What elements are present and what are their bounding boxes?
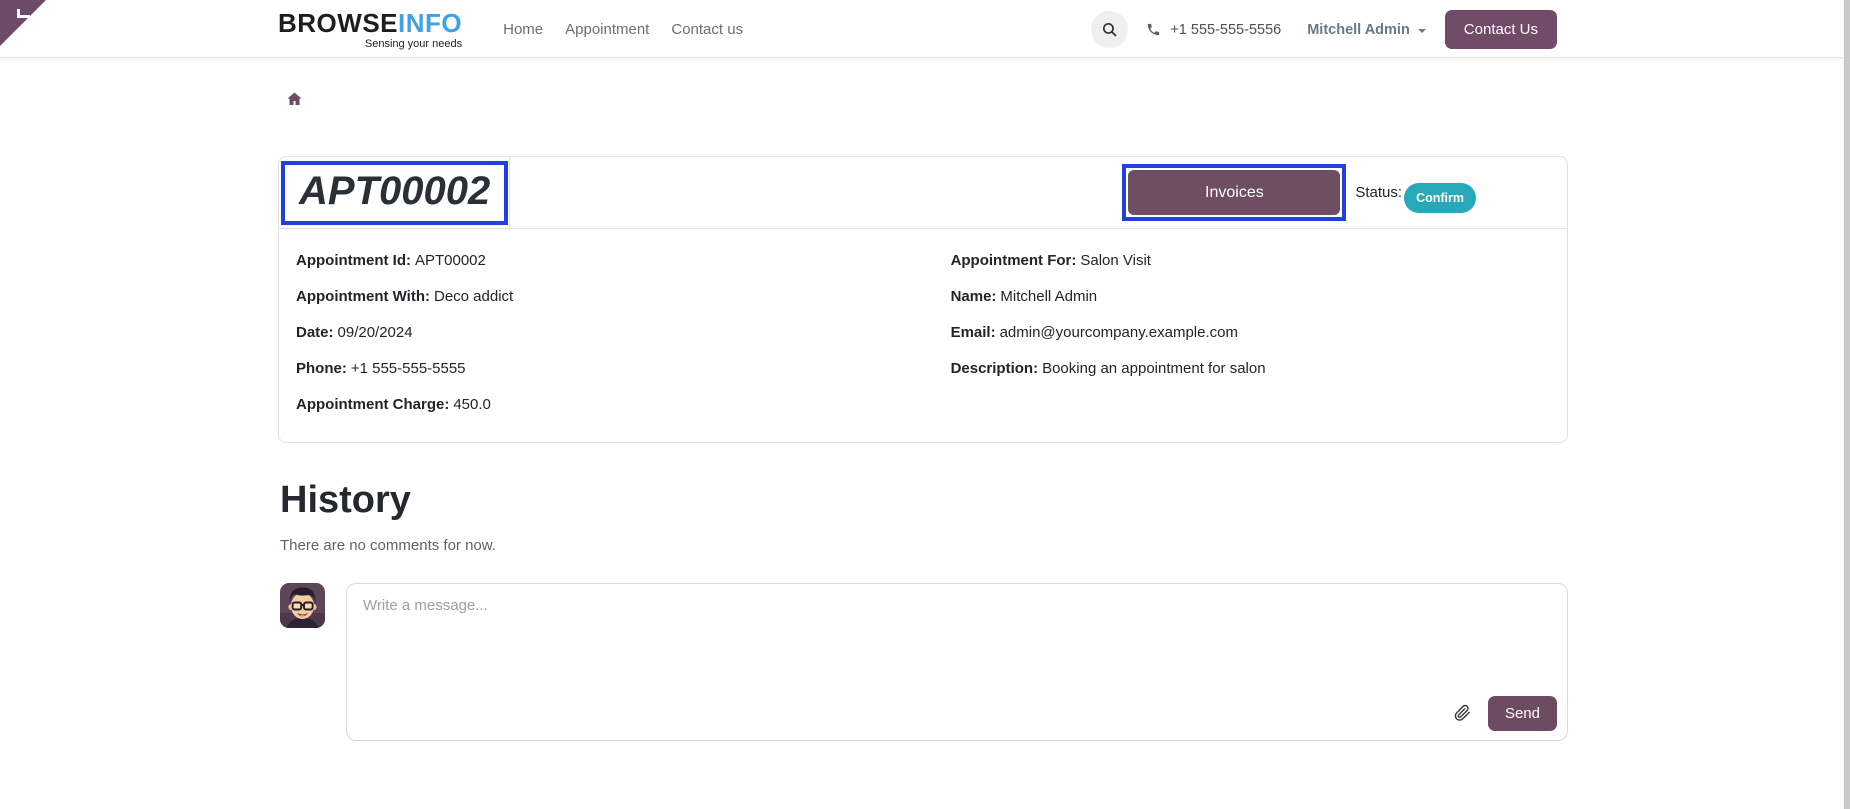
back-arrow-icon — [17, 9, 30, 18]
appointment-title: APT00002 — [299, 168, 491, 213]
field-value: admin@yourcompany.example.com — [999, 324, 1238, 341]
field-value: Deco addict — [434, 288, 514, 305]
details-right-column — [951, 252, 1567, 413]
no-comments-text: There are no comments for now. — [280, 536, 496, 554]
paperclip-icon — [1454, 704, 1471, 722]
avatar-image — [280, 583, 325, 628]
field-appointment-id — [296, 252, 951, 269]
appointment-details — [279, 229, 1567, 442]
attach-file-button[interactable] — [1454, 704, 1471, 722]
invoices-button[interactable]: Invoices — [1128, 170, 1340, 215]
nav-link-contact-us[interactable]: Contact us — [671, 21, 744, 38]
invoices-highlight-box — [1122, 164, 1346, 221]
composer-actions — [347, 696, 1567, 740]
logo-text — [278, 7, 463, 38]
nav-link-appointment[interactable]: Appointment — [565, 21, 650, 38]
contact-us-button[interactable]: Contact Us — [1445, 10, 1557, 49]
field-date — [296, 324, 951, 341]
status-badge: Confirm — [1404, 183, 1476, 213]
main-content — [278, 89, 1568, 741]
field-appointment-for — [951, 252, 1567, 269]
user-name: Mitchell Admin — [1307, 21, 1410, 38]
nav-links — [492, 21, 754, 38]
corner-ribbon[interactable] — [0, 0, 46, 46]
message-input[interactable] — [347, 584, 1567, 696]
field-label: Description: — [950, 360, 1039, 377]
navbar — [0, 0, 1850, 58]
logo-accent: INFO — [398, 7, 463, 38]
field-label: Email: — [950, 324, 996, 341]
field-email — [951, 324, 1567, 341]
field-label: Appointment With: — [296, 288, 430, 305]
field-value: Mitchell Admin — [1000, 288, 1098, 305]
field-value: Booking an appointment for salon — [1042, 360, 1266, 377]
field-name — [951, 288, 1567, 305]
header-divider — [509, 157, 510, 228]
logo[interactable] — [278, 7, 463, 50]
search-button[interactable] — [1091, 11, 1128, 48]
field-value: APT00002 — [414, 252, 486, 269]
title-highlight-box — [281, 161, 508, 225]
field-label: Appointment Id: — [296, 252, 411, 269]
home-icon — [286, 91, 303, 107]
field-appointment-charge — [296, 396, 951, 413]
chevron-down-icon — [1418, 29, 1426, 33]
field-value: 450.0 — [453, 396, 491, 413]
logo-tagline: Sensing your needs — [364, 37, 463, 50]
user-menu-dropdown[interactable] — [1307, 22, 1426, 38]
send-button[interactable]: Send — [1488, 696, 1557, 731]
scrollbar-thumb[interactable] — [1844, 0, 1850, 809]
breadcrumb — [278, 89, 1568, 109]
field-label: Date: — [296, 324, 334, 341]
message-composer — [280, 583, 1568, 741]
field-value: +1 555-555-5555 — [350, 360, 466, 377]
phone-icon — [1146, 22, 1161, 37]
field-value: 09/20/2024 — [337, 324, 413, 341]
logo-main: BROWSE — [278, 7, 398, 38]
appointment-card-header — [279, 157, 1567, 229]
field-label: Appointment Charge: — [296, 396, 450, 413]
history-section — [278, 480, 1568, 741]
field-value: Salon Visit — [1080, 252, 1151, 269]
header-phone-link[interactable] — [1146, 22, 1281, 38]
field-appointment-with — [296, 288, 951, 305]
search-icon — [1101, 21, 1118, 38]
navbar-right — [1091, 10, 1557, 49]
nav-link-home[interactable]: Home — [503, 21, 544, 38]
breadcrumb-home-link[interactable] — [286, 91, 303, 107]
card-header-right — [1122, 164, 1476, 221]
user-avatar — [280, 583, 325, 628]
appointment-card — [278, 156, 1568, 443]
composer-box — [346, 583, 1568, 741]
history-title: History — [280, 479, 411, 521]
scrollbar[interactable] — [1843, 0, 1850, 809]
field-label: Appointment For: — [950, 252, 1077, 269]
field-label: Phone: — [296, 360, 347, 377]
header-phone-number: +1 555-555-5556 — [1170, 21, 1282, 38]
details-left-column — [296, 252, 951, 413]
field-phone — [296, 360, 951, 377]
field-description — [951, 360, 1567, 377]
field-label: Name: — [950, 288, 997, 305]
status-label: Status: — [1355, 184, 1403, 201]
